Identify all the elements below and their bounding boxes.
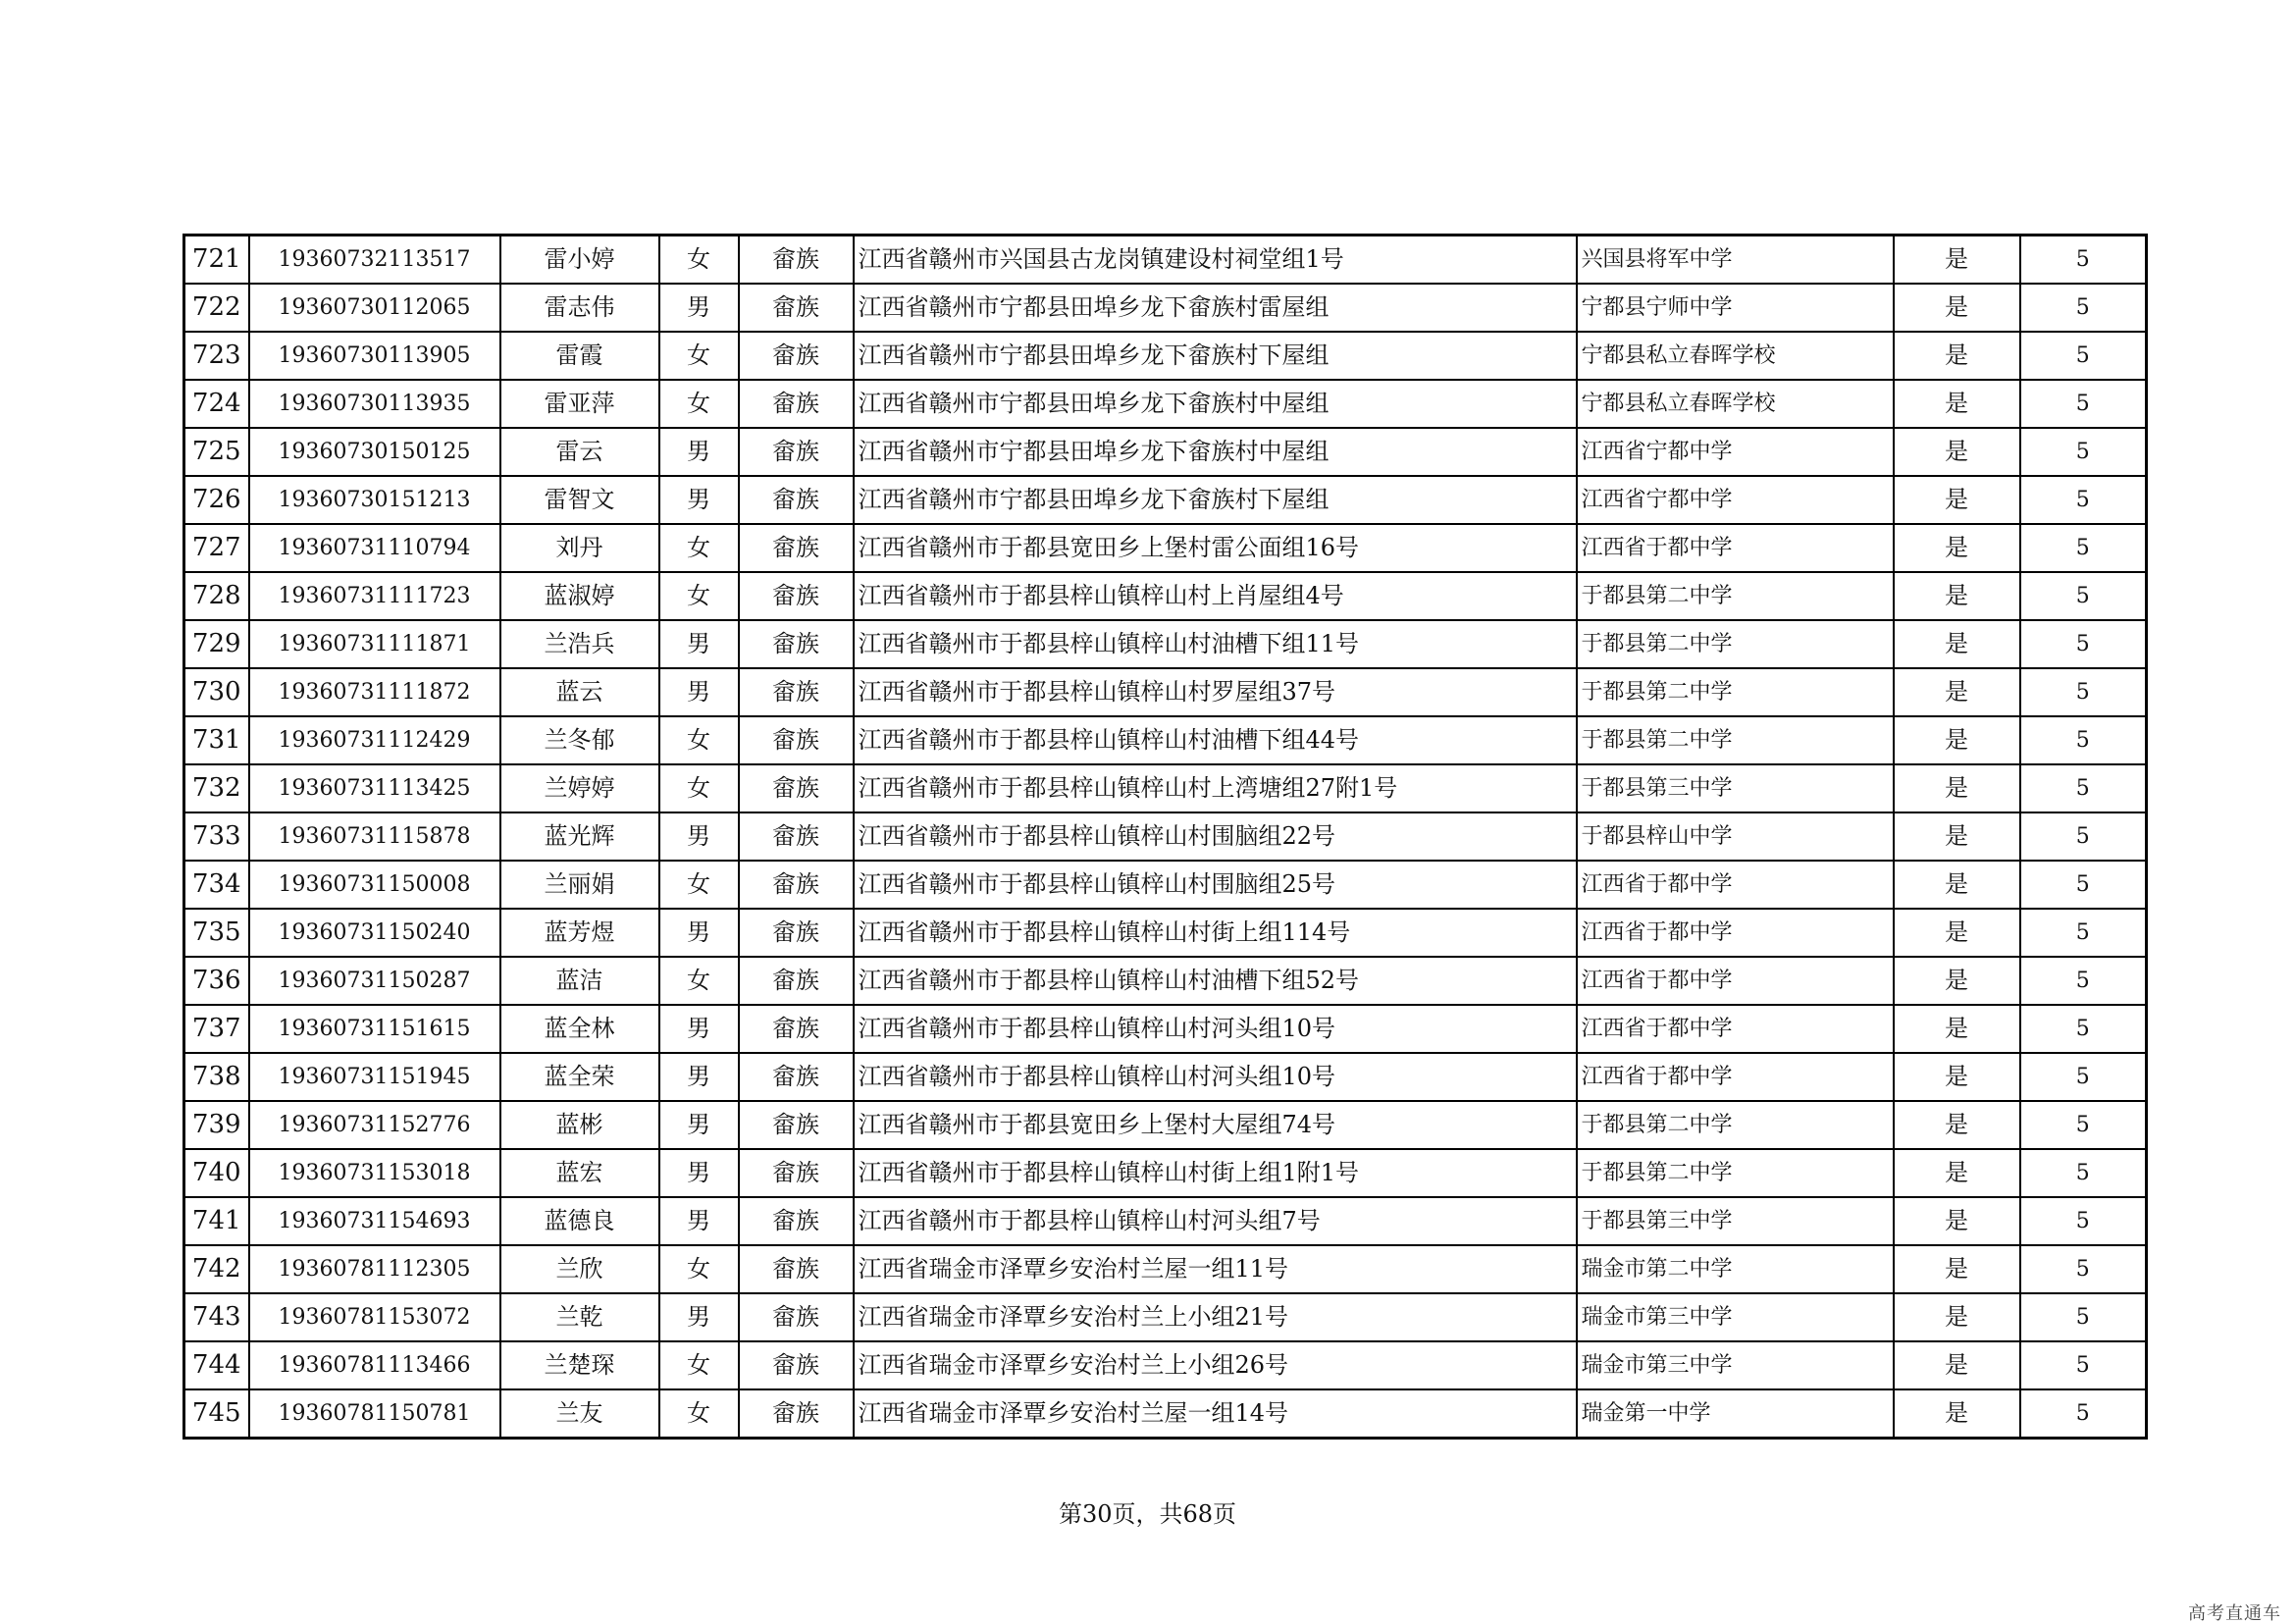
cell-address: 江西省赣州市于都县梓山镇梓山村上肖屋组4号	[854, 572, 1577, 620]
table-row	[184, 620, 2147, 668]
cell-bonus-points: 5	[2020, 861, 2147, 909]
cell-gender: 女	[659, 1389, 739, 1439]
cell-bonus-points: 5	[2020, 716, 2147, 764]
cell-bonus-points: 5	[2020, 332, 2147, 380]
cell-ethnicity: 畲族	[739, 284, 854, 332]
cell-serial-number: 744	[184, 1341, 249, 1389]
cell-gender: 女	[659, 332, 739, 380]
cell-address: 江西省瑞金市泽覃乡安治村兰屋一组11号	[854, 1245, 1577, 1293]
cell-address: 江西省赣州市于都县宽田乡上堡村雷公面组16号	[854, 524, 1577, 572]
cell-eligible: 是	[1894, 909, 2020, 957]
cell-serial-number: 741	[184, 1197, 249, 1245]
cell-bonus-points: 5	[2020, 1245, 2147, 1293]
cell-school: 于都县第二中学	[1577, 716, 1894, 764]
cell-name: 兰丽娟	[500, 861, 659, 909]
cell-exam-id: 19360731154693	[249, 1197, 500, 1245]
cell-gender: 男	[659, 284, 739, 332]
table-row	[184, 1101, 2147, 1149]
cell-school: 江西省宁都中学	[1577, 476, 1894, 524]
cell-address: 江西省赣州市于都县宽田乡上堡村大屋组74号	[854, 1101, 1577, 1149]
cell-gender: 男	[659, 428, 739, 476]
cell-gender: 男	[659, 1053, 739, 1101]
table-row	[184, 428, 2147, 476]
cell-ethnicity: 畲族	[739, 861, 854, 909]
table-row	[184, 476, 2147, 524]
cell-gender: 男	[659, 1101, 739, 1149]
cell-exam-id: 19360781112305	[249, 1245, 500, 1293]
cell-address: 江西省赣州市宁都县田埠乡龙下畲族村中屋组	[854, 428, 1577, 476]
cell-eligible: 是	[1894, 428, 2020, 476]
cell-serial-number: 722	[184, 284, 249, 332]
cell-exam-id: 19360781153072	[249, 1293, 500, 1341]
table-row	[184, 1149, 2147, 1197]
cell-eligible: 是	[1894, 284, 2020, 332]
cell-gender: 男	[659, 1197, 739, 1245]
cell-eligible: 是	[1894, 1053, 2020, 1101]
cell-eligible: 是	[1894, 668, 2020, 716]
cell-address: 江西省赣州市宁都县田埠乡龙下畲族村中屋组	[854, 380, 1577, 428]
cell-bonus-points: 5	[2020, 764, 2147, 812]
cell-name: 蓝光辉	[500, 812, 659, 861]
cell-eligible: 是	[1894, 572, 2020, 620]
cell-ethnicity: 畲族	[739, 572, 854, 620]
cell-ethnicity: 畲族	[739, 1245, 854, 1293]
table-row	[184, 236, 2147, 285]
cell-bonus-points: 5	[2020, 1341, 2147, 1389]
cell-eligible: 是	[1894, 1245, 2020, 1293]
cell-exam-id: 19360731111872	[249, 668, 500, 716]
cell-exam-id: 19360731115878	[249, 812, 500, 861]
cell-eligible: 是	[1894, 764, 2020, 812]
cell-bonus-points: 5	[2020, 572, 2147, 620]
cell-eligible: 是	[1894, 957, 2020, 1005]
cell-bonus-points: 5	[2020, 957, 2147, 1005]
cell-ethnicity: 畲族	[739, 476, 854, 524]
cell-exam-id: 19360730112065	[249, 284, 500, 332]
cell-ethnicity: 畲族	[739, 1053, 854, 1101]
cell-exam-id: 19360781113466	[249, 1341, 500, 1389]
cell-ethnicity: 畲族	[739, 620, 854, 668]
table-row	[184, 861, 2147, 909]
cell-serial-number: 721	[184, 236, 249, 285]
cell-name: 雷云	[500, 428, 659, 476]
cell-exam-id: 19360731110794	[249, 524, 500, 572]
cell-serial-number: 732	[184, 764, 249, 812]
cell-school: 兴国县将军中学	[1577, 236, 1894, 285]
table-body	[184, 236, 2147, 1439]
cell-ethnicity: 畲族	[739, 668, 854, 716]
cell-address: 江西省瑞金市泽覃乡安治村兰上小组26号	[854, 1341, 1577, 1389]
cell-address: 江西省瑞金市泽覃乡安治村兰屋一组14号	[854, 1389, 1577, 1439]
cell-gender: 女	[659, 236, 739, 285]
cell-eligible: 是	[1894, 476, 2020, 524]
cell-address: 江西省瑞金市泽覃乡安治村兰上小组21号	[854, 1293, 1577, 1341]
cell-serial-number: 737	[184, 1005, 249, 1053]
cell-gender: 女	[659, 861, 739, 909]
table-row	[184, 716, 2147, 764]
cell-serial-number: 727	[184, 524, 249, 572]
cell-name: 兰楚琛	[500, 1341, 659, 1389]
cell-serial-number: 723	[184, 332, 249, 380]
cell-exam-id: 19360731152776	[249, 1101, 500, 1149]
cell-name: 兰冬郁	[500, 716, 659, 764]
cell-school: 江西省宁都中学	[1577, 428, 1894, 476]
cell-address: 江西省赣州市于都县梓山镇梓山村街上组114号	[854, 909, 1577, 957]
cell-gender: 女	[659, 716, 739, 764]
cell-bonus-points: 5	[2020, 1149, 2147, 1197]
cell-ethnicity: 畲族	[739, 380, 854, 428]
cell-school: 于都县第二中学	[1577, 668, 1894, 716]
cell-gender: 男	[659, 1005, 739, 1053]
cell-bonus-points: 5	[2020, 1293, 2147, 1341]
cell-address: 江西省赣州市于都县梓山镇梓山村上湾塘组27附1号	[854, 764, 1577, 812]
cell-serial-number: 729	[184, 620, 249, 668]
cell-name: 雷智文	[500, 476, 659, 524]
cell-name: 蓝淑婷	[500, 572, 659, 620]
cell-bonus-points: 5	[2020, 909, 2147, 957]
watermark-logo: 高考直通车	[2188, 1603, 2281, 1624]
cell-gender: 男	[659, 668, 739, 716]
cell-exam-id: 19360730150125	[249, 428, 500, 476]
cell-address: 江西省赣州市于都县梓山镇梓山村罗屋组37号	[854, 668, 1577, 716]
table-row	[184, 764, 2147, 812]
cell-gender: 男	[659, 812, 739, 861]
cell-gender: 男	[659, 909, 739, 957]
cell-gender: 女	[659, 380, 739, 428]
cell-eligible: 是	[1894, 1149, 2020, 1197]
cell-exam-id: 19360731151945	[249, 1053, 500, 1101]
cell-exam-id: 19360731113425	[249, 764, 500, 812]
cell-name: 雷小婷	[500, 236, 659, 285]
table-row	[184, 524, 2147, 572]
cell-school: 于都县第二中学	[1577, 572, 1894, 620]
cell-eligible: 是	[1894, 620, 2020, 668]
table-row	[184, 1053, 2147, 1101]
cell-bonus-points: 5	[2020, 428, 2147, 476]
cell-address: 江西省赣州市宁都县田埠乡龙下畲族村下屋组	[854, 332, 1577, 380]
cell-serial-number: 736	[184, 957, 249, 1005]
cell-serial-number: 743	[184, 1293, 249, 1341]
cell-name: 兰婷婷	[500, 764, 659, 812]
cell-serial-number: 728	[184, 572, 249, 620]
cell-name: 兰欣	[500, 1245, 659, 1293]
cell-ethnicity: 畲族	[739, 1101, 854, 1149]
cell-school: 宁都县私立春晖学校	[1577, 380, 1894, 428]
cell-school: 于都县第三中学	[1577, 764, 1894, 812]
cell-serial-number: 725	[184, 428, 249, 476]
cell-ethnicity: 畲族	[739, 1293, 854, 1341]
table-row	[184, 332, 2147, 380]
cell-eligible: 是	[1894, 812, 2020, 861]
cell-exam-id: 19360781150781	[249, 1389, 500, 1439]
cell-ethnicity: 畲族	[739, 957, 854, 1005]
cell-ethnicity: 畲族	[739, 428, 854, 476]
cell-school: 宁都县宁师中学	[1577, 284, 1894, 332]
cell-exam-id: 19360731111723	[249, 572, 500, 620]
cell-bonus-points: 5	[2020, 1197, 2147, 1245]
cell-name: 蓝彬	[500, 1101, 659, 1149]
cell-name: 刘丹	[500, 524, 659, 572]
cell-serial-number: 745	[184, 1389, 249, 1439]
cell-name: 雷志伟	[500, 284, 659, 332]
table-row	[184, 380, 2147, 428]
cell-address: 江西省赣州市宁都县田埠乡龙下畲族村下屋组	[854, 476, 1577, 524]
cell-name: 蓝全林	[500, 1005, 659, 1053]
cell-serial-number: 740	[184, 1149, 249, 1197]
cell-exam-id: 19360731150008	[249, 861, 500, 909]
cell-eligible: 是	[1894, 332, 2020, 380]
cell-serial-number: 731	[184, 716, 249, 764]
cell-gender: 女	[659, 524, 739, 572]
cell-gender: 女	[659, 957, 739, 1005]
cell-gender: 男	[659, 1293, 739, 1341]
cell-name: 蓝芳煜	[500, 909, 659, 957]
cell-eligible: 是	[1894, 716, 2020, 764]
cell-eligible: 是	[1894, 236, 2020, 285]
cell-ethnicity: 畲族	[739, 1341, 854, 1389]
cell-name: 蓝云	[500, 668, 659, 716]
table-row	[184, 1389, 2147, 1439]
cell-school: 瑞金第一中学	[1577, 1389, 1894, 1439]
cell-school: 江西省于都中学	[1577, 957, 1894, 1005]
cell-school: 于都县第二中学	[1577, 1149, 1894, 1197]
cell-exam-id: 19360730151213	[249, 476, 500, 524]
cell-gender: 男	[659, 1149, 739, 1197]
cell-exam-id: 19360730113935	[249, 380, 500, 428]
table-row	[184, 1341, 2147, 1389]
table-row	[184, 572, 2147, 620]
cell-name: 兰浩兵	[500, 620, 659, 668]
cell-gender: 女	[659, 1245, 739, 1293]
table-row	[184, 1197, 2147, 1245]
cell-name: 雷亚萍	[500, 380, 659, 428]
cell-ethnicity: 畲族	[739, 716, 854, 764]
cell-eligible: 是	[1894, 1197, 2020, 1245]
cell-bonus-points: 5	[2020, 284, 2147, 332]
cell-school: 瑞金市第二中学	[1577, 1245, 1894, 1293]
cell-bonus-points: 5	[2020, 1101, 2147, 1149]
cell-bonus-points: 5	[2020, 524, 2147, 572]
cell-eligible: 是	[1894, 1389, 2020, 1439]
cell-address: 江西省赣州市于都县梓山镇梓山村河头组7号	[854, 1197, 1577, 1245]
cell-school: 江西省于都中学	[1577, 1005, 1894, 1053]
cell-bonus-points: 5	[2020, 812, 2147, 861]
cell-name: 蓝洁	[500, 957, 659, 1005]
cell-school: 江西省于都中学	[1577, 909, 1894, 957]
cell-school: 于都县第二中学	[1577, 1101, 1894, 1149]
cell-school: 江西省于都中学	[1577, 524, 1894, 572]
cell-serial-number: 733	[184, 812, 249, 861]
cell-ethnicity: 畲族	[739, 1149, 854, 1197]
cell-address: 江西省赣州市宁都县田埠乡龙下畲族村雷屋组	[854, 284, 1577, 332]
cell-serial-number: 734	[184, 861, 249, 909]
cell-name: 雷霞	[500, 332, 659, 380]
cell-bonus-points: 5	[2020, 1389, 2147, 1439]
cell-school: 江西省于都中学	[1577, 1053, 1894, 1101]
cell-serial-number: 738	[184, 1053, 249, 1101]
table-row	[184, 284, 2147, 332]
cell-gender: 男	[659, 620, 739, 668]
cell-address: 江西省赣州市于都县梓山镇梓山村河头组10号	[854, 1005, 1577, 1053]
cell-exam-id: 19360731111871	[249, 620, 500, 668]
cell-eligible: 是	[1894, 380, 2020, 428]
cell-serial-number: 730	[184, 668, 249, 716]
cell-ethnicity: 畲族	[739, 764, 854, 812]
cell-eligible: 是	[1894, 1005, 2020, 1053]
cell-address: 江西省赣州市于都县梓山镇梓山村油槽下组52号	[854, 957, 1577, 1005]
cell-school: 瑞金市第三中学	[1577, 1293, 1894, 1341]
cell-bonus-points: 5	[2020, 476, 2147, 524]
table-row	[184, 1005, 2147, 1053]
cell-ethnicity: 畲族	[739, 524, 854, 572]
cell-school: 于都县第三中学	[1577, 1197, 1894, 1245]
cell-exam-id: 19360731153018	[249, 1149, 500, 1197]
cell-exam-id: 19360732113517	[249, 236, 500, 285]
cell-name: 蓝德良	[500, 1197, 659, 1245]
cell-exam-id: 19360731150287	[249, 957, 500, 1005]
table-row	[184, 1293, 2147, 1341]
cell-eligible: 是	[1894, 861, 2020, 909]
table-row	[184, 909, 2147, 957]
cell-ethnicity: 畲族	[739, 1389, 854, 1439]
page-number: 第30页，共68页	[1058, 1500, 1237, 1528]
cell-name: 兰乾	[500, 1293, 659, 1341]
cell-bonus-points: 5	[2020, 1005, 2147, 1053]
cell-exam-id: 19360730113905	[249, 332, 500, 380]
table-row	[184, 1245, 2147, 1293]
cell-exam-id: 19360731112429	[249, 716, 500, 764]
cell-address: 江西省赣州市于都县梓山镇梓山村河头组10号	[854, 1053, 1577, 1101]
cell-serial-number: 726	[184, 476, 249, 524]
cell-eligible: 是	[1894, 1293, 2020, 1341]
cell-bonus-points: 5	[2020, 1053, 2147, 1101]
cell-ethnicity: 畲族	[739, 1005, 854, 1053]
cell-address: 江西省赣州市于都县梓山镇梓山村围脑组22号	[854, 812, 1577, 861]
cell-school: 宁都县私立春晖学校	[1577, 332, 1894, 380]
cell-address: 江西省赣州市于都县梓山镇梓山村油槽下组44号	[854, 716, 1577, 764]
cell-address: 江西省赣州市于都县梓山镇梓山村油槽下组11号	[854, 620, 1577, 668]
cell-ethnicity: 畲族	[739, 812, 854, 861]
cell-ethnicity: 畲族	[739, 236, 854, 285]
cell-serial-number: 735	[184, 909, 249, 957]
cell-school: 瑞金市第三中学	[1577, 1341, 1894, 1389]
cell-address: 江西省赣州市于都县梓山镇梓山村街上组1附1号	[854, 1149, 1577, 1197]
cell-gender: 女	[659, 764, 739, 812]
cell-eligible: 是	[1894, 1101, 2020, 1149]
cell-bonus-points: 5	[2020, 668, 2147, 716]
cell-name: 蓝全荣	[500, 1053, 659, 1101]
cell-bonus-points: 5	[2020, 236, 2147, 285]
cell-name: 兰友	[500, 1389, 659, 1439]
cell-name: 蓝宏	[500, 1149, 659, 1197]
cell-school: 于都县梓山中学	[1577, 812, 1894, 861]
cell-address: 江西省赣州市兴国县古龙岗镇建设村祠堂组1号	[854, 236, 1577, 285]
cell-ethnicity: 畲族	[739, 332, 854, 380]
cell-exam-id: 19360731150240	[249, 909, 500, 957]
cell-serial-number: 742	[184, 1245, 249, 1293]
cell-eligible: 是	[1894, 524, 2020, 572]
cell-address: 江西省赣州市于都县梓山镇梓山村围脑组25号	[854, 861, 1577, 909]
table-row	[184, 812, 2147, 861]
cell-bonus-points: 5	[2020, 380, 2147, 428]
cell-school: 江西省于都中学	[1577, 861, 1894, 909]
cell-serial-number: 739	[184, 1101, 249, 1149]
table-row	[184, 957, 2147, 1005]
cell-gender: 女	[659, 572, 739, 620]
student-list-table	[183, 234, 2148, 1440]
cell-school: 于都县第二中学	[1577, 620, 1894, 668]
cell-ethnicity: 畲族	[739, 1197, 854, 1245]
cell-serial-number: 724	[184, 380, 249, 428]
cell-eligible: 是	[1894, 1341, 2020, 1389]
cell-bonus-points: 5	[2020, 620, 2147, 668]
cell-ethnicity: 畲族	[739, 909, 854, 957]
cell-exam-id: 19360731151615	[249, 1005, 500, 1053]
cell-gender: 男	[659, 476, 739, 524]
table-row	[184, 668, 2147, 716]
cell-gender: 女	[659, 1341, 739, 1389]
